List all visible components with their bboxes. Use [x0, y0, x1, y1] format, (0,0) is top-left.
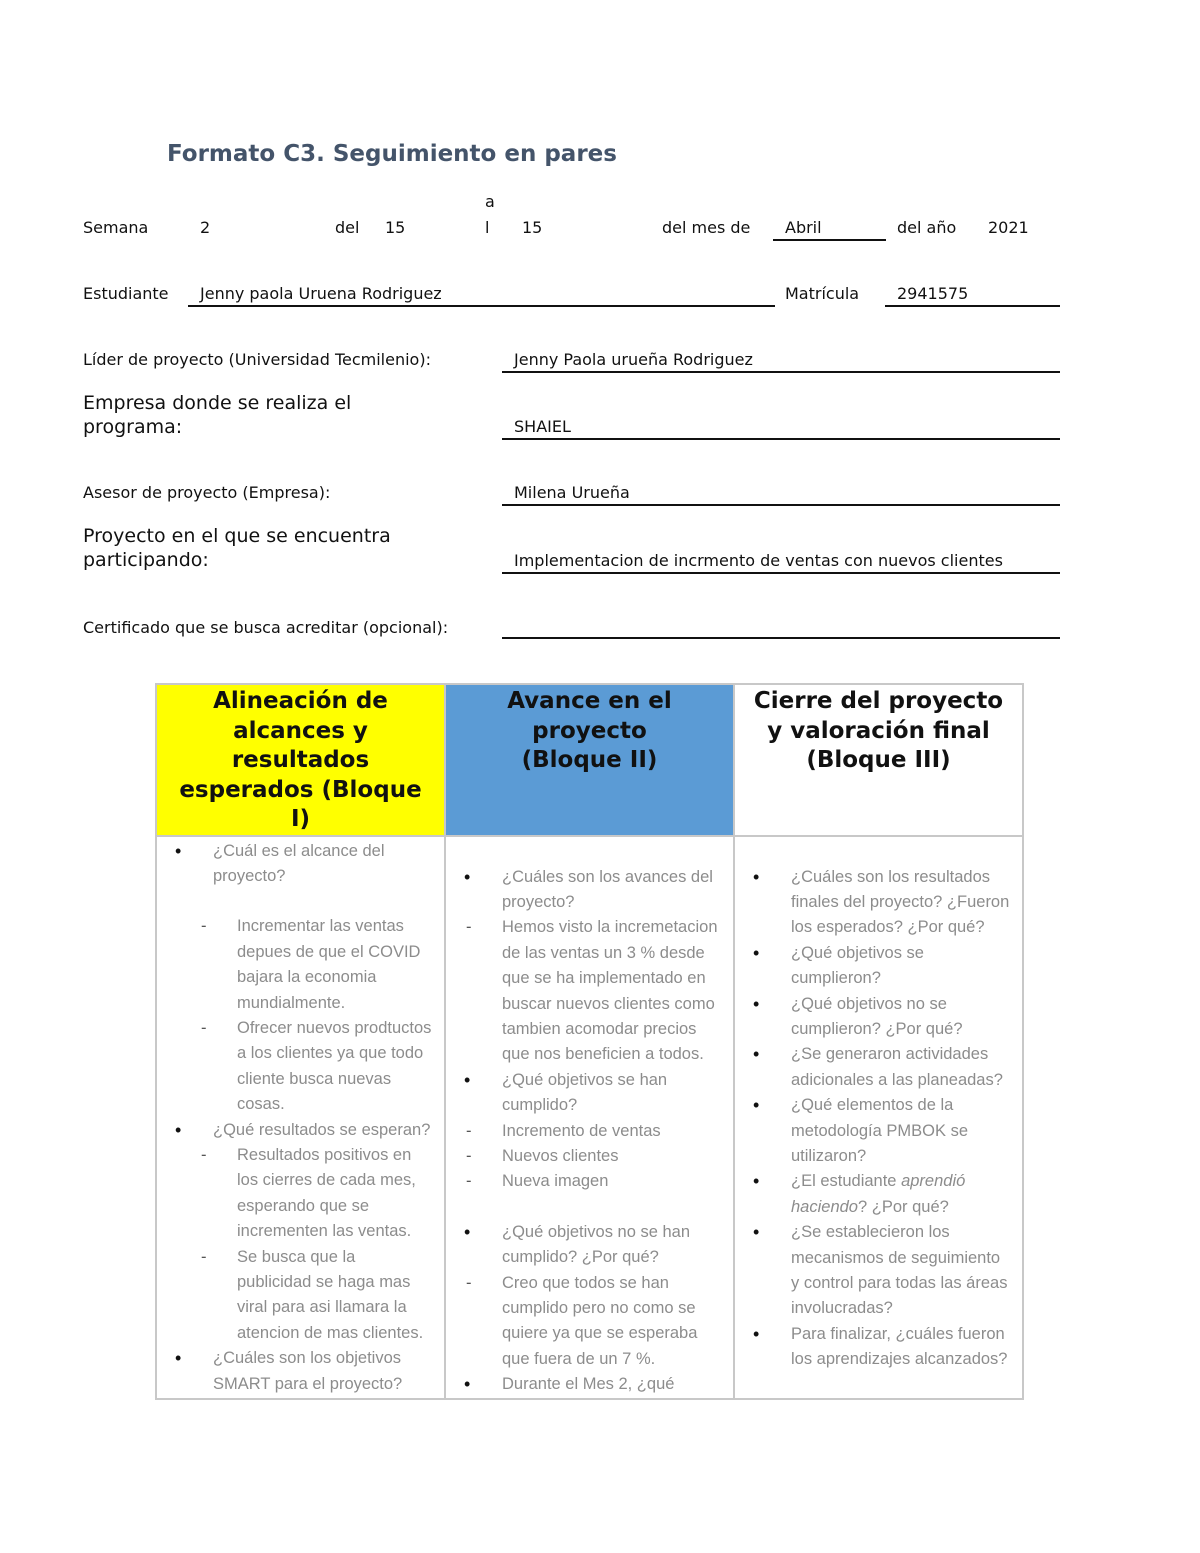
student-value: Jenny paola Uruena Rodriguez	[200, 284, 442, 303]
list-item: - Nueva imagen	[466, 1172, 609, 1191]
al-value: 15	[522, 218, 543, 237]
advisor-field[interactable]	[502, 483, 1060, 506]
list-item: • Para finalizar, ¿cuáles fueron los aprendizajes alcanzados?	[753, 1323, 1008, 1369]
block-1-content	[156, 836, 445, 1399]
semana-label: Semana	[83, 218, 149, 237]
list-item: - Nuevos clientes	[466, 1146, 619, 1165]
advisor-value: Milena Urueña	[514, 483, 630, 502]
table-body-row	[156, 836, 1023, 1399]
list-item: - Creo que todos se han cumplido pero no como se quiere ya que se esperaba que fuera de un 7 %.	[466, 1273, 698, 1368]
list-item: • ¿Qué objetivos no se han cumplido? ¿Por qué?	[464, 1221, 691, 1267]
matricula-label: Matrícula	[785, 284, 860, 303]
del-label: del	[335, 218, 360, 237]
header-block-1: Alineación de alcances y resultados esperados (Bloque I)	[156, 684, 445, 836]
anio-label: del año	[897, 218, 957, 237]
project-field[interactable]	[502, 551, 1060, 574]
leader-value: Jenny Paola urueña Rodriguez	[514, 350, 753, 369]
mes-value: Abril	[785, 218, 822, 237]
anio-value: 2021	[988, 218, 1029, 237]
mes-field[interactable]	[773, 218, 886, 241]
certificate-label: Certificado que se busca acreditar (opcional):	[83, 618, 449, 637]
matricula-value: 2941575	[897, 284, 969, 303]
list-item: • ¿Qué objetivos no se cumplieron? ¿Por qué?	[753, 993, 963, 1038]
progress-table	[155, 683, 1024, 1400]
del-value: 15	[385, 218, 406, 237]
block-2-content	[445, 836, 734, 1399]
header-block-3: Cierre del proyecto y valoración final (Bloque III)	[734, 684, 1023, 836]
leader-field[interactable]	[502, 350, 1060, 373]
company-label: Empresa donde se realiza el programa:	[83, 392, 352, 438]
list-item: • ¿Qué objetivos se han cumplido?	[464, 1069, 668, 1115]
list-item: • ¿Cuáles son los resultados finales del proyecto? ¿Fueron los esperados? ¿Por qué?	[753, 866, 1010, 937]
table-header-row	[156, 684, 1023, 836]
certificate-field[interactable]	[502, 618, 1060, 639]
list-item: - Ofrecer nuevos prodtuctos a los clientes ya que todo cliente busca nuevas cosas.	[201, 1018, 432, 1114]
matricula-field[interactable]	[885, 284, 1060, 307]
list-item: • ¿Se generaron actividades adicionales a las planeadas?	[753, 1044, 1003, 1089]
list-item: - Se busca que la publicidad se haga mas viral para asi llamara la atencion de mas clientes.	[201, 1247, 424, 1342]
mes-label: del mes de	[662, 218, 751, 237]
list-item: • ¿Cuál es el alcance del proyecto?	[175, 840, 385, 885]
list-item: • ¿El estudiante aprendió haciendo? ¿Por qué?	[753, 1171, 966, 1216]
company-field[interactable]	[502, 417, 1060, 440]
list-item: • ¿Cuáles son los avances del proyecto?	[464, 866, 713, 911]
advisor-label: Asesor de proyecto (Empresa):	[83, 483, 331, 502]
student-field[interactable]	[188, 284, 775, 307]
company-value: SHAIEL	[514, 417, 571, 436]
list-item: - Resultados positivos en los cierres de cada mes, esperando que se incrementen las ventas.	[201, 1145, 416, 1241]
student-label: Estudiante	[83, 284, 169, 303]
list-item: • ¿Qué objetivos se cumplieron?	[753, 942, 924, 988]
project-value: Implementacion de incrmento de ventas con nuevos clientes	[514, 551, 1003, 570]
block-3-content	[734, 836, 1023, 1399]
leader-label: Líder de proyecto (Universidad Tecmilenio):	[83, 350, 431, 369]
list-item: - Hemos visto la incremetacion de las ventas un 3 % desde que se ha implementado en buscar nuevos clientes como tambien acomodar precios que nos beneficien a todos.	[466, 918, 718, 1064]
al-label-top: a	[485, 192, 495, 211]
list-item: - Incrementar las ventas depues de que el COVID bajara la economia mundialmente.	[201, 917, 421, 1012]
list-item: • ¿Cuáles son los objetivos SMART para el proyecto?	[175, 1348, 403, 1393]
project-label: Proyecto en el que se encuentra participando:	[83, 525, 391, 571]
list-item: • Durante el Mes 2, ¿qué	[464, 1374, 675, 1395]
header-block-2: Avance en el proyecto (Bloque II)	[445, 684, 734, 836]
list-item: - Incremento de ventas	[466, 1121, 661, 1140]
list-item: • ¿Qué resultados se esperan?	[175, 1119, 431, 1140]
list-item: • ¿Qué elementos de la metodología PMBOK se utilizaron?	[753, 1095, 969, 1165]
list-item: • ¿Se establecieron los mecanismos de seguimiento y control para todas las áreas involucradas?	[753, 1222, 1008, 1318]
semana-value: 2	[200, 218, 211, 237]
page-title: Formato C3. Seguimiento en pares	[167, 141, 617, 167]
al-label-bottom: l	[485, 218, 490, 237]
